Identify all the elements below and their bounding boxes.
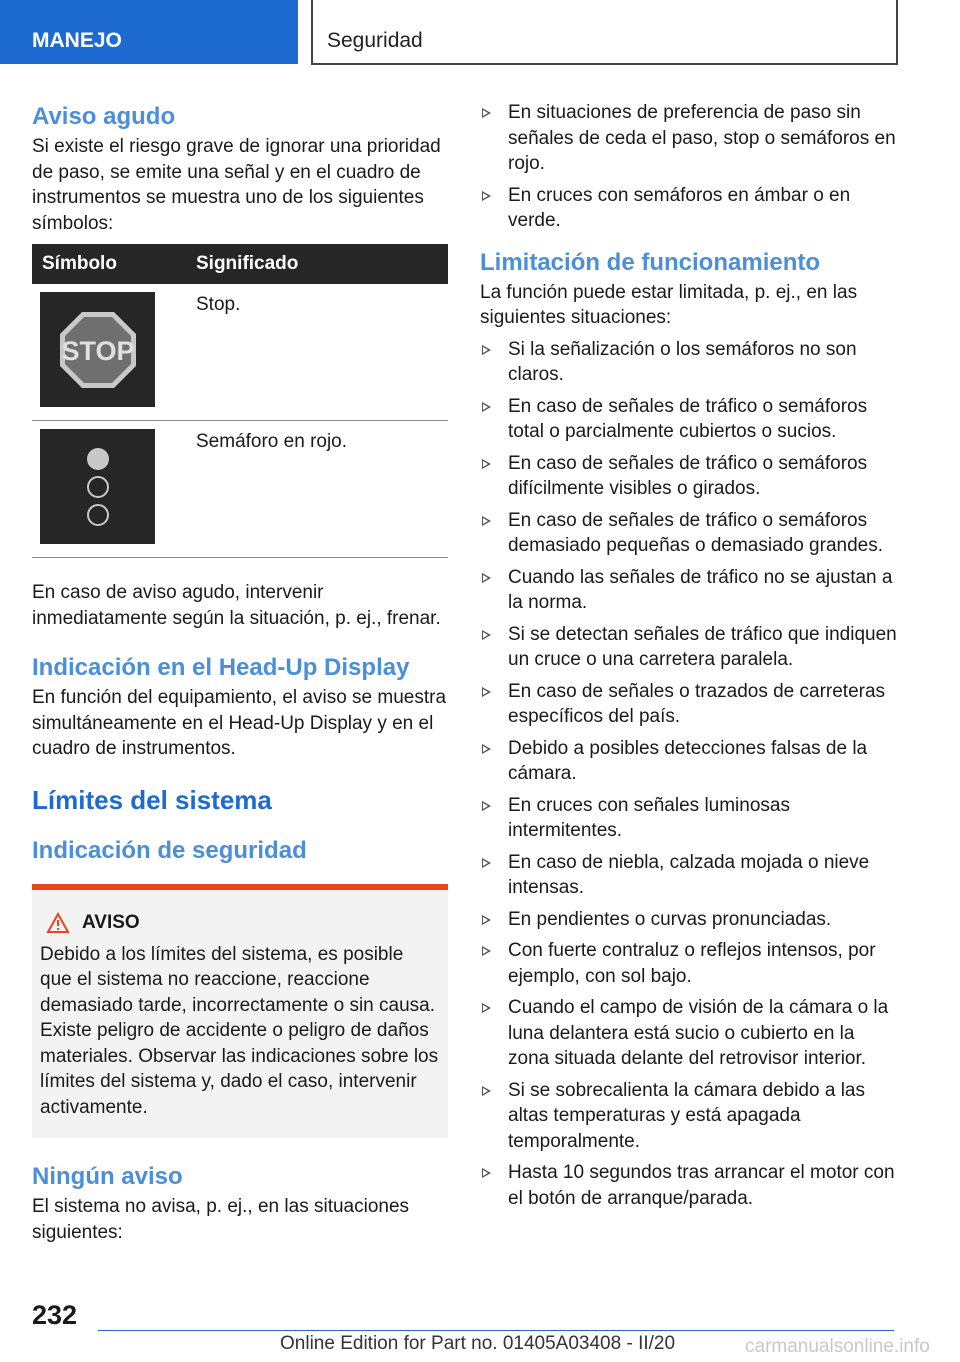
table-header [32,244,448,284]
chapter-tab [0,0,298,64]
heading-indicacion: Indicación de seguridad [32,836,307,864]
paragraph-head-up: En función del equipamiento, el aviso se muestra simultáneamente en el Head-Up Display y en el cuadro de instrumentos. [32,687,447,759]
watermark: carmanualsonline.info [745,1336,930,1357]
list-item: Debido a posibles detecciones falsas de la cámara. [480,736,900,787]
limitation-list [480,337,900,1212]
list-item: En pendientes o curvas pronunciadas. [480,907,900,933]
paragraph-ningun-aviso: El sistema no avisa, p. ej., en las situaciones siguientes: [32,1196,410,1243]
list-item: Si se sobrecalienta la cámara debido a las altas temperaturas y está apagada temporalmente. [480,1078,900,1155]
stop-sign-icon [40,292,155,407]
red-traffic-light-icon [40,429,155,544]
chapter-label: MANEJO [32,29,122,52]
list-item: En cruces con señales luminosas intermitentes. [480,793,900,844]
list-item: Hasta 10 segundos tras arrancar el motor con el botón de arranque/parada. [480,1160,900,1211]
list-item: En caso de señales de tráfico o semáforos difícilmente visibles o girados. [480,451,900,502]
list-item: Cuando el campo de visión de la cámara o la luna delantera está sucio o cubierto en la zona situada delante del retrovisor interior. [480,995,900,1072]
heading-ningun-aviso: Ningún aviso [32,1163,183,1190]
list-item: Si se detectan señales de tráfico que indiquen un cruce o una carretera paralela. [480,622,900,673]
list-item: En caso de señales de tráfico o semáforos total o parcialmente cubiertos o sucios. [480,394,900,445]
right-column [480,100,900,1217]
heading-limitacion: Limitación de funcionamiento [480,248,821,276]
footer-edition: Online Edition for Part no. 01405A03408 - II/20 [280,1333,676,1354]
table-row [32,284,448,421]
paragraph-limitacion: La función puede estar limitada, p. ej., en las siguientes situaciones: [480,281,858,328]
warning-triangle-icon [46,912,70,934]
paragraph-aviso-agudo: Si existe el riesgo grave de ignorar una prioridad de paso, se emite una señal y en el cuadro de instrumentos se muestra uno de los siguientes símbolos: [32,136,441,234]
no-warning-list [480,100,900,234]
symbol-table [32,244,448,558]
header-meaning: Significado [196,253,299,274]
list-item: En caso de niebla, calzada mojada o nieve intensas. [480,850,900,901]
section-label: Seguridad [327,29,423,52]
heading-head-up: Indicación en el Head-Up Display [32,654,410,681]
list-item: Si la señalización o los semáforos no son claros. [480,337,900,388]
paragraph-caso: En caso de aviso agudo, intervenir inmediatamente según la situación, p. ej., frenar. [32,582,441,629]
list-item: Con fuerte contraluz o reflejos intensos, por ejemplo, con sol bajo. [480,938,900,989]
warning-box [32,884,448,1139]
meaning-stop: Stop. [196,294,241,315]
list-item: En caso de señales de tráfico o semáforos demasiado pequeñas o demasiado grandes. [480,508,900,559]
header-symbol: Símbolo [42,253,117,274]
footer-divider [98,1330,894,1331]
left-column [32,100,448,1245]
meaning-red-light: Semáforo en rojo. [196,431,348,452]
page-number: 232 [32,1300,78,1330]
list-item: En caso de señales o trazados de carreteras específicos del país. [480,679,900,730]
section-header [311,0,898,65]
heading-aviso-agudo: Aviso agudo [32,103,176,130]
table-row [32,421,448,558]
heading-limites: Límites del sistema [32,784,272,815]
warning-title: AVISO [82,911,140,933]
warning-text: Debido a los límites del sistema, es posible que el sistema no reaccione, reaccione demasiado tarde, incorrectamente o sin causa. Existe peligro de accidente o peligro de daños materiales. Observar las indicaciones sobre los límites del sistema y, dado el caso, intervenir activamente. [40,943,439,1118]
list-item: En cruces con semáforos en ámbar o en verde. [480,183,900,234]
list-item: En situaciones de preferencia de paso sin señales de ceda el paso, stop o semáforos en rojo. [480,100,900,177]
stop-sign-text: STOP [60,335,135,366]
list-item: Cuando las señales de tráfico no se ajustan a la norma. [480,565,900,616]
